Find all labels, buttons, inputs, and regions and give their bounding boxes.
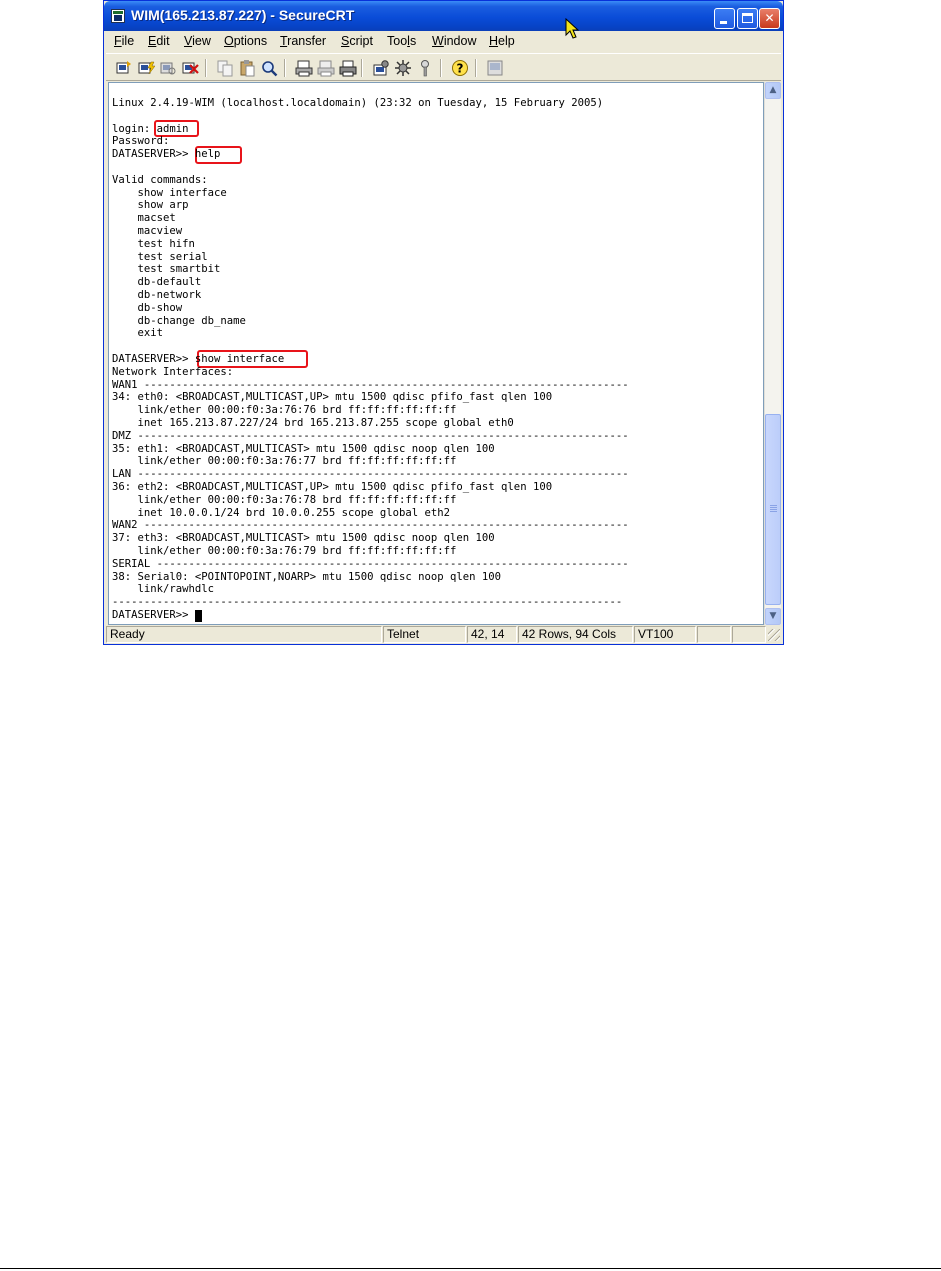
close-icon: ✕ (764, 11, 775, 25)
status-cursor-position: 42, 14 (467, 626, 517, 643)
svg-text:?: ? (456, 61, 464, 76)
menu-script[interactable]: Script (341, 34, 373, 48)
terminal-line: db-change db_name (112, 314, 246, 327)
terminal-line: link/ether 00:00:f0:3a:76:79 brd ff:ff:ff:ff:ff:ff (112, 545, 457, 557)
terminal-line: WAN1 ---------------------------------------------------------------------------- (112, 378, 629, 391)
disconnect-icon[interactable] (181, 59, 199, 77)
print-icon[interactable] (339, 59, 357, 77)
terminal-line: Valid commands: (112, 173, 208, 186)
status-bar (106, 626, 781, 644)
terminal-line: SERIAL -------------------------------------------------------------------------- (112, 557, 629, 570)
terminal-line: 38: Serial0: <POINTOPOINT,NOARP> mtu 1500 qdisc noop qlen 100 (112, 570, 502, 583)
maximize-button[interactable] (737, 8, 758, 29)
terminal-line: link/rawhdlc (112, 583, 215, 596)
terminal-line: link/ether 00:00:f0:3a:76:76 brd ff:ff:ff:ff:ff:ff (112, 404, 457, 417)
global-options-icon[interactable] (394, 59, 412, 77)
securecrt-app-icon[interactable] (111, 9, 125, 23)
terminal-screen[interactable] (108, 82, 764, 625)
window-title: WIM(165.213.87.227) - SecureCRT (131, 7, 355, 23)
terminal-line: db-network (112, 289, 202, 301)
terminal-line: login: admin (112, 122, 189, 135)
toolbar-separator (440, 59, 441, 77)
securecrt-window (103, 0, 784, 645)
about-icon[interactable] (486, 59, 504, 77)
help-icon[interactable] (451, 59, 469, 77)
title-bar[interactable] (104, 1, 783, 31)
status-pane-empty-1 (697, 626, 731, 643)
print-selection-icon[interactable] (317, 59, 335, 77)
status-emulation: VT100 (634, 626, 696, 643)
terminal-line: test serial (112, 250, 208, 263)
minimize-icon (720, 21, 727, 24)
key-generation-icon[interactable] (416, 59, 434, 77)
terminal-line: 34: eth0: <BROADCAST,MULTICAST,UP> mtu 1500 qdisc pfifo_fast qlen 100 (112, 391, 553, 404)
terminal-line: 37: eth3: <BROADCAST,MULTICAST> mtu 1500 qdisc noop qlen 100 (112, 532, 495, 545)
terminal-line: macview (112, 225, 183, 237)
scroll-down-button[interactable] (765, 608, 781, 625)
terminal-line: db-default (112, 276, 202, 289)
minimize-button[interactable] (714, 8, 735, 29)
terminal-line: 35: eth1: <BROADCAST,MULTICAST> mtu 1500 qdisc noop qlen 100 (112, 442, 495, 455)
vertical-scrollbar[interactable] (764, 82, 781, 625)
quick-connect-icon[interactable] (137, 59, 155, 77)
chevron-down-icon: ▼ (769, 611, 777, 621)
terminal-line: inet 10.0.0.1/24 brd 10.0.0.255 scope global eth2 (112, 506, 451, 519)
chevron-up-icon: ▲ (769, 85, 777, 95)
menu-edit[interactable]: Edit (148, 34, 170, 48)
terminal-line: macset (112, 212, 176, 225)
page-divider (0, 1268, 941, 1269)
status-protocol: Telnet (383, 626, 466, 643)
status-pane-empty-2 (732, 626, 766, 643)
print-screen-icon[interactable] (295, 59, 313, 77)
terminal-line: DATASERVER>> (112, 609, 195, 621)
session-options-icon[interactable] (372, 59, 390, 77)
terminal-line: Network Interfaces: (112, 365, 234, 378)
menu-transfer[interactable]: Transfer (280, 34, 327, 48)
toolbar-separator (205, 59, 206, 77)
terminal-line: show arp (112, 199, 189, 212)
toolbar (106, 53, 781, 81)
menu-options[interactable]: Options (224, 34, 268, 48)
terminal-line: link/ether 00:00:f0:3a:76:77 brd ff:ff:ff:ff:ff:ff (112, 455, 457, 468)
scroll-thumb[interactable] (765, 414, 781, 605)
menu-help[interactable]: Help (489, 34, 515, 48)
terminal-line: DATASERVER>> show interface (112, 353, 285, 365)
terminal-line: test smartbit (112, 263, 221, 276)
terminal-line: 36: eth2: <BROADCAST,MULTICAST,UP> mtu 1500 qdisc pfifo_fast qlen 100 (112, 481, 553, 493)
toolbar-separator (475, 59, 476, 77)
terminal-line: DMZ ----------------------------------------------------------------------------- (112, 429, 629, 442)
status-message: Ready (106, 626, 382, 643)
find-icon[interactable] (260, 59, 278, 77)
menu-view[interactable]: View (184, 34, 211, 48)
menu-file[interactable]: File (114, 34, 135, 48)
terminal-line: DATASERVER>> help (112, 148, 221, 161)
terminal-line: inet 165.213.87.227/24 brd 165.213.87.255 scope global eth0 (112, 417, 514, 429)
terminal-line: test hifn (112, 237, 195, 250)
resize-grip-icon[interactable] (768, 629, 780, 641)
status-dimensions: 42 Rows, 94 Cols (518, 626, 633, 643)
paste-icon[interactable] (238, 59, 256, 77)
menu-tools[interactable]: Tools (387, 34, 417, 48)
toolbar-separator (361, 59, 362, 77)
terminal-cursor (195, 610, 202, 622)
maximize-icon (742, 13, 753, 23)
terminal-line: show interface (112, 186, 227, 199)
connect-icon[interactable] (115, 59, 133, 77)
terminal-line: db-show (112, 301, 183, 314)
terminal-line: WAN2 ---------------------------------------------------------------------------- (112, 519, 629, 532)
menu-bar (104, 31, 783, 52)
terminal-line: Password: (112, 135, 170, 148)
terminal-line: -------------------------------------------------------------------------------- (112, 596, 623, 609)
terminal-line: link/ether 00:00:f0:3a:76:78 brd ff:ff:ff:ff:ff:ff (112, 493, 457, 506)
grip-icon (770, 505, 777, 513)
toolbar-separator (284, 59, 285, 77)
menu-window[interactable]: Window (432, 34, 477, 48)
scroll-up-button[interactable] (765, 82, 781, 99)
terminal-line: Linux 2.4.19-WIM (localhost.localdomain) (23:32 on Tuesday, 15 February 2005) (112, 97, 604, 109)
copy-icon[interactable] (216, 59, 234, 77)
close-button[interactable] (759, 8, 780, 29)
reconnect-icon[interactable] (159, 59, 177, 77)
terminal-line: LAN ----------------------------------------------------------------------------- (112, 468, 629, 481)
terminal-line: exit (112, 327, 164, 340)
